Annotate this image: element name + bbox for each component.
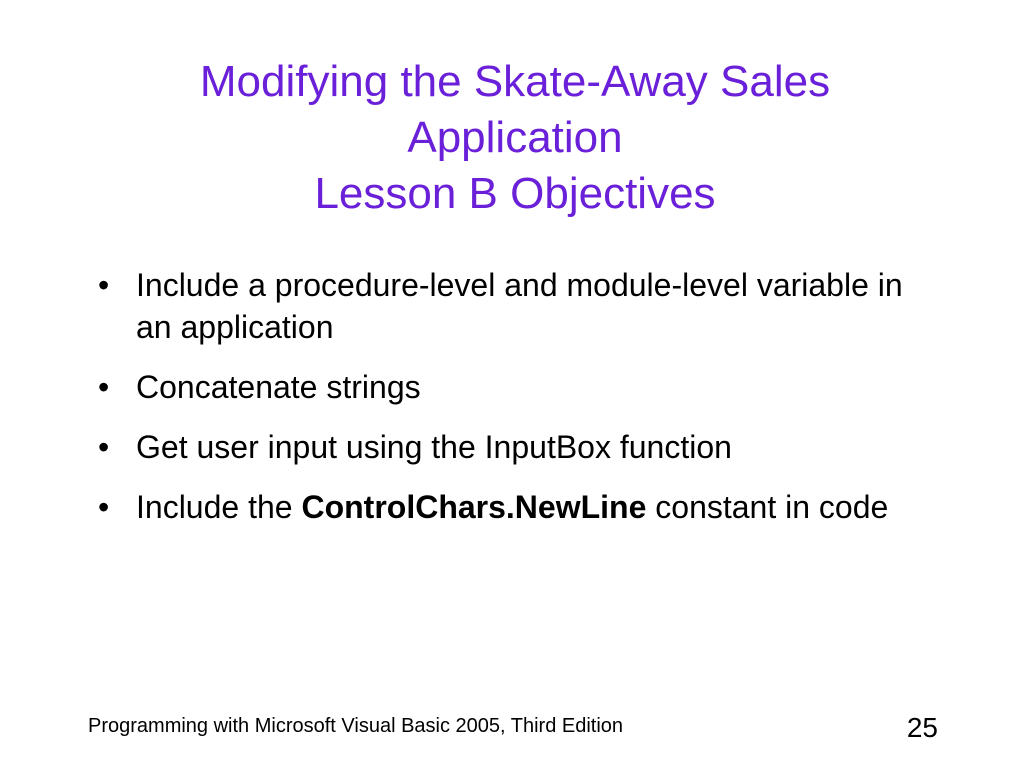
footer-text: Programming with Microsoft Visual Basic 2005, Third Edition: [88, 715, 624, 737]
bullet-text: Get user input using the InputBox function: [136, 429, 732, 465]
title-line-1: Modifying the Skate-Away Sales: [199, 57, 831, 106]
title-line-3: Lesson B Objectives: [314, 169, 716, 218]
objectives-list: [96, 264, 936, 546]
bullet-text-prefix: Include the: [136, 489, 302, 525]
bullet-icon: •: [98, 489, 110, 525]
bullet-item: [96, 264, 936, 348]
bullet-item: [96, 486, 936, 528]
bullet-icon: •: [98, 267, 110, 303]
bullet-icon: •: [98, 369, 110, 405]
bullet-text-suffix: constant in code: [646, 489, 889, 525]
bullet-icon: •: [98, 429, 110, 465]
slide-title: [100, 54, 930, 222]
bullet-text: Include a procedure-level and module-level variable in an application: [136, 267, 903, 345]
bullet-item: [96, 366, 936, 408]
bullet-text: Concatenate strings: [136, 369, 421, 405]
title-line-2: Application: [407, 113, 623, 162]
bullet-text-code: ControlChars.NewLine: [301, 489, 647, 525]
bullet-item: [96, 426, 936, 468]
page-number: 25: [906, 712, 938, 743]
